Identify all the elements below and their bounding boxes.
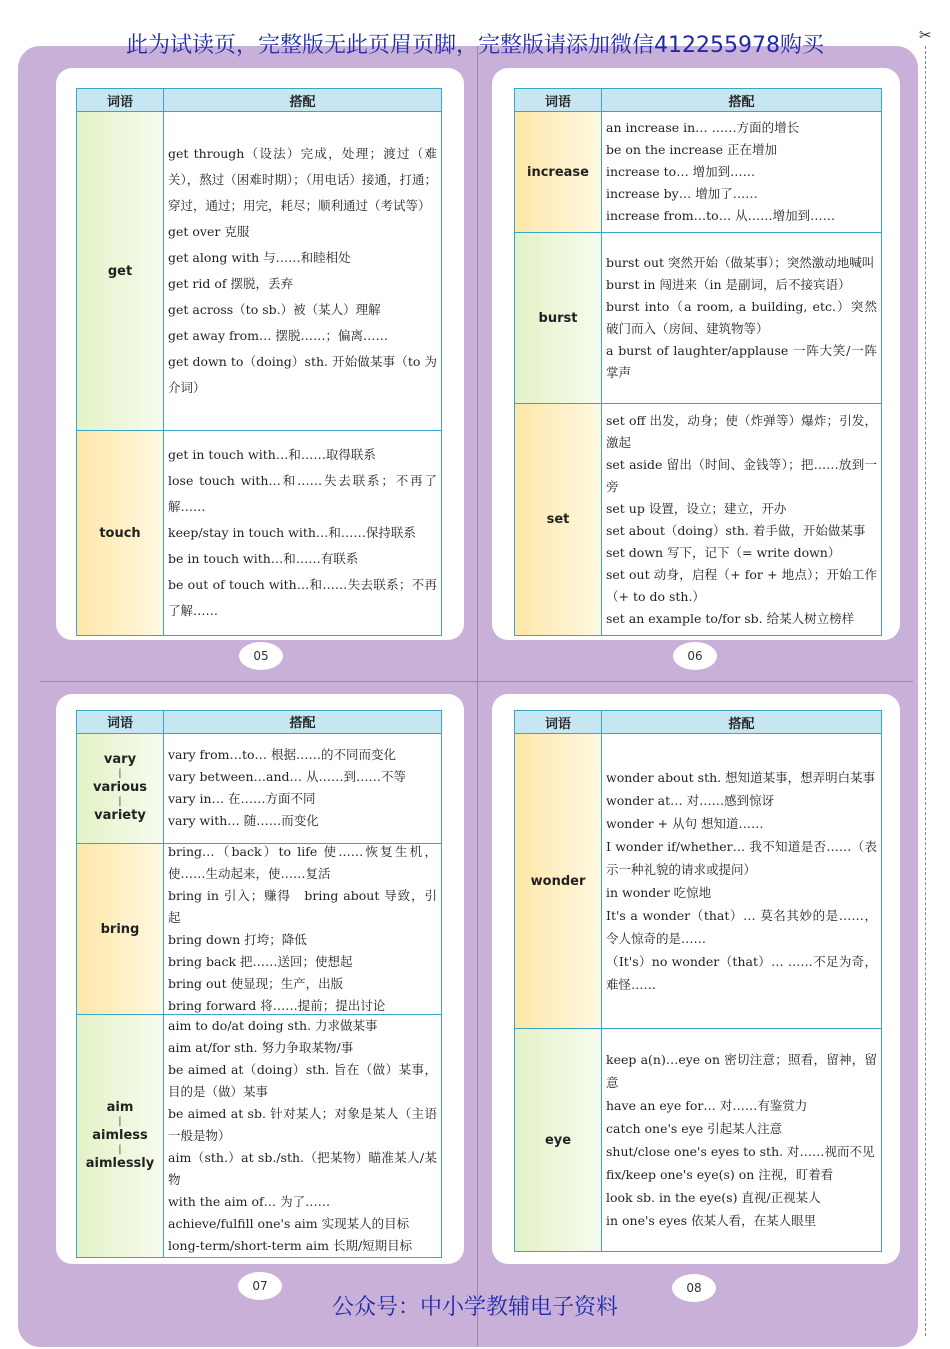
- table-row: [515, 404, 881, 635]
- horizontal-divider: [40, 681, 913, 682]
- phrase: be in touch with…和……有联系: [168, 551, 359, 566]
- table-row: [515, 1029, 881, 1251]
- phrase: get along with 与……和睦相处: [168, 250, 351, 265]
- row-word: variety: [94, 808, 146, 824]
- phrase: be aimed at（doing）sth. 旨在（做）某事，目的是（做）某事: [168, 1062, 437, 1099]
- scissors-icon: ✂: [919, 26, 932, 44]
- phrase: set out 动身，启程（+ for + 地点）；开始工作（+ to do sth.）: [606, 566, 877, 604]
- phrase: aim（sth.）at sb./sth.（把某物）瞄准某人/某物: [168, 1150, 437, 1187]
- phrase: have an eye for… 对……有鉴赏力: [606, 1098, 808, 1113]
- row-phrases: [602, 1029, 881, 1251]
- phrase: get across（to sb.）被（某人）理解: [168, 302, 381, 317]
- row-phrases: [164, 844, 441, 1014]
- header-word: 词语: [77, 711, 164, 733]
- vocab-card-08: [492, 694, 900, 1264]
- row-word: aimless: [92, 1128, 148, 1143]
- phrase: set about（doing）sth. 着手做，开始做某事: [606, 522, 866, 538]
- phrase: increase to… 增加到……: [606, 164, 756, 179]
- header-collocation: 搭配: [289, 716, 316, 732]
- phrase: get in touch with…和……取得联系: [168, 447, 376, 462]
- word-separator: |: [118, 1116, 122, 1127]
- phrase: bring down 打垮；降低: [168, 932, 307, 947]
- phrase: keep a(n)…eye on 密切注意；照看，留神，留意: [606, 1052, 877, 1090]
- row-word: set: [515, 404, 602, 635]
- phrase: vary in… 在……方面不同: [168, 791, 316, 807]
- phrase: vary with… 随……而变化: [168, 813, 319, 829]
- phrase: get down to（doing）sth. 开始做某事（to 为介词）: [168, 354, 437, 395]
- cut-line: [925, 46, 926, 1336]
- word-separator: |: [118, 796, 122, 808]
- phrase: get through（设法）完成，处理；渡过（难关），熬过（困难时期）；（用电话）接通，打通；穿过，通过；用完，耗尽；顺利通过（考试等）: [168, 146, 437, 213]
- row-word-group: [77, 734, 164, 843]
- phrase: set aside 留出（时间、金钱等）；把……放到一旁: [606, 456, 877, 494]
- table-row: [515, 734, 881, 1029]
- phrase: catch one's eye 引起某人注意: [606, 1121, 783, 1136]
- phrase: bring back 把……送回；使想起: [168, 954, 353, 969]
- vertical-divider: [477, 46, 478, 1346]
- vocab-card-07: [56, 694, 464, 1264]
- vocab-card-06: [492, 68, 900, 640]
- row-word: eye: [515, 1029, 602, 1251]
- collocation-table: [514, 88, 882, 636]
- phrase: wonder + 从句 想知道……: [606, 816, 764, 831]
- phrase: long-term/short-term aim 长期/短期目标: [168, 1238, 413, 1253]
- row-word: aim: [106, 1100, 134, 1115]
- phrase: wonder at… 对……感到惊讶: [606, 793, 775, 808]
- table-header: [515, 89, 881, 112]
- phrase: lose touch with…和……失去联系；不再了解……: [168, 473, 437, 514]
- row-word: increase: [515, 112, 602, 232]
- watermark-top: 此为试读页，完整版无此页眉页脚，完整版请添加微信412255978购买: [126, 33, 824, 58]
- page-number: 07: [238, 1272, 282, 1300]
- row-word: wonder: [515, 734, 602, 1028]
- phrase: be out of touch with…和……失去联系；不再了解……: [168, 577, 437, 618]
- phrase: with the aim of… 为了……: [168, 1194, 331, 1209]
- phrase: keep/stay in touch with…和……保持联系: [168, 525, 416, 540]
- watermark-bottom: 公众号：中小学教辅电子资料: [331, 1295, 618, 1320]
- collocation-table: [76, 88, 442, 636]
- phrase: increase from…to… 从……增加到……: [606, 208, 836, 223]
- phrase: burst into（a room, a building, etc.）突然破门而入（房间、建筑物等）: [606, 299, 877, 336]
- header-collocation: 搭配: [728, 94, 755, 110]
- phrase: set down 写下，记下（= write down）: [606, 544, 841, 560]
- phrase: increase by… 增加了……: [606, 186, 758, 201]
- row-word: get: [77, 112, 164, 430]
- phrase: burst in 闯进来（in 是副词，后不接宾语）: [606, 277, 851, 292]
- row-phrases: [602, 233, 881, 403]
- phrase: a burst of laughter/applause 一阵大笑/一阵掌声: [606, 343, 877, 380]
- phrase: burst out 突然开始（做某事）；突然激动地喊叫: [606, 255, 875, 270]
- table-row: [77, 844, 441, 1015]
- table-row: [77, 431, 441, 635]
- page-number: 06: [673, 642, 717, 670]
- phrase: in one's eyes 依某人看，在某人眼里: [606, 1213, 817, 1228]
- phrase: bring out 使显现；生产，出版: [168, 976, 344, 991]
- phrase: bring…（back）to life 使……恢复生机，使……生动起来，使……复活: [168, 844, 437, 881]
- collocation-table: [76, 710, 442, 1258]
- phrase: shut/close one's eyes to sth. 对……视而不见: [606, 1144, 875, 1159]
- phrase: look sb. in the eye(s) 直视/正视某人: [606, 1190, 821, 1205]
- phrase: an increase in… ……方面的增长: [606, 120, 800, 135]
- row-phrases: [602, 734, 881, 1028]
- phrase: vary from…to… 根据……的不同而变化: [168, 747, 397, 763]
- phrase: vary between…and… 从……到……不等: [168, 769, 406, 785]
- page-number: 08: [672, 1274, 716, 1302]
- table-row: [77, 112, 441, 431]
- phrase: bring in 引入；赚得 bring about 导致，引起: [168, 888, 437, 925]
- phrase: set up 设置，设立；建立，开办: [606, 500, 787, 516]
- phrase: wonder about sth. 想知道某事，想弄明白某事: [606, 770, 876, 785]
- header-collocation: 搭配: [728, 716, 755, 732]
- row-phrases: [602, 404, 881, 635]
- phrase: bring forward 将……提前；提出讨论: [168, 998, 386, 1013]
- header-word: 词语: [515, 711, 602, 733]
- table-header: [77, 89, 441, 112]
- phrase: get away from… 摆脱……；偏离……: [168, 328, 388, 343]
- table-row: [515, 112, 881, 233]
- row-phrases: [164, 112, 441, 430]
- phrase: get over 克服: [168, 224, 250, 239]
- phrase: aim to do/at doing sth. 力求做某事: [168, 1018, 378, 1033]
- table-row: [77, 1015, 441, 1257]
- word-separator: |: [118, 768, 122, 780]
- phrase: I wonder if/whether… 我不知道是否……（表示一种礼貌的请求或提问）: [606, 839, 877, 877]
- header-word: 词语: [515, 89, 602, 111]
- phrase: be on the increase 正在增加: [606, 142, 778, 157]
- vocab-card-05: [56, 68, 464, 640]
- phrase: aim at/for sth. 努力争取某物/事: [168, 1040, 354, 1055]
- table-row: [515, 233, 881, 404]
- row-word: burst: [515, 233, 602, 403]
- phrase: get rid of 摆脱，丢弃: [168, 276, 293, 291]
- table-header: [77, 711, 441, 734]
- collocation-table: [514, 710, 882, 1252]
- word-separator: |: [118, 1144, 122, 1155]
- row-word: bring: [77, 844, 164, 1014]
- phrase: fix/keep one's eye(s) on 注视，盯着看: [606, 1167, 834, 1182]
- row-phrases: [164, 1015, 441, 1257]
- header-word: 词语: [77, 89, 164, 111]
- phrase: achieve/fulfill one's aim 实现某人的目标: [168, 1216, 410, 1231]
- page-number: 05: [239, 642, 283, 670]
- phrase: be aimed at sb. 针对某人；对象是某人（主语一般是物）: [168, 1106, 437, 1143]
- table-row: [77, 734, 441, 844]
- phrase: set an example to/for sb. 给某人树立榜样: [606, 610, 855, 626]
- header-collocation: 搭配: [289, 94, 316, 110]
- row-phrases: [602, 112, 881, 232]
- phrase: set off 出发，动身；使（炸弹等）爆炸；引发，激起: [606, 412, 877, 450]
- row-word: various: [92, 780, 148, 796]
- table-header: [515, 711, 881, 734]
- phrase: in wonder 吃惊地: [606, 885, 712, 900]
- row-word: aimlessly: [85, 1156, 155, 1171]
- phrase: It's a wonder（that）… 莫名其妙的是……，令人惊奇的是……: [606, 908, 877, 946]
- phrase: （It's）no wonder（that）… ……不足为奇，难怪……: [606, 954, 877, 992]
- row-phrases: [164, 431, 441, 635]
- row-word: touch: [77, 431, 164, 635]
- row-word: vary: [103, 752, 137, 768]
- row-phrases: [164, 734, 441, 843]
- row-word-group: [77, 1015, 164, 1257]
